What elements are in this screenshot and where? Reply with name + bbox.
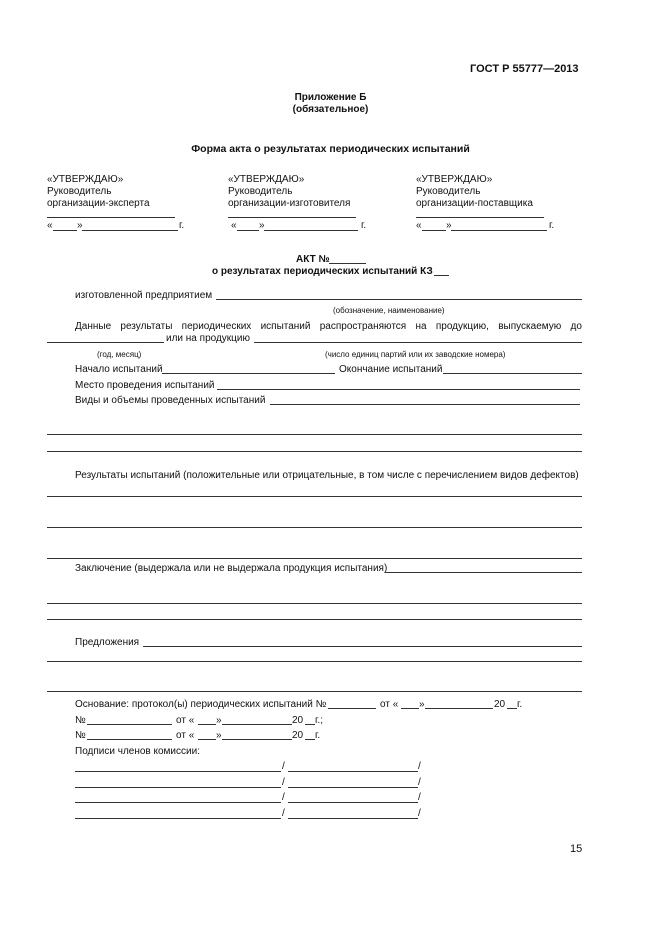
- signature-field[interactable]: [75, 787, 281, 788]
- act-title: АКТ №: [296, 254, 330, 265]
- date-month-line[interactable]: [264, 230, 358, 231]
- form-title: Форма акта о результатах периодических испытаний: [191, 143, 470, 155]
- end-label: Окончание испытаний: [339, 364, 443, 375]
- proposals-field[interactable]: [143, 646, 582, 647]
- date-day-line[interactable]: [53, 230, 77, 231]
- word: распространяются: [319, 321, 407, 332]
- signatures-label: Подписи членов комиссии:: [75, 746, 200, 757]
- approve-label: «УТВЕРЖДАЮ»: [228, 174, 305, 185]
- document-number: ГОСТ Р 55777—2013: [470, 63, 579, 75]
- year-field[interactable]: [305, 739, 315, 740]
- protocol-number-field[interactable]: [87, 724, 172, 725]
- quote-close: »: [419, 699, 425, 710]
- results-field-line[interactable]: [47, 558, 582, 559]
- types-label: Виды и объемы проведенных испытаний: [75, 395, 266, 406]
- signature-field[interactable]: [75, 818, 281, 819]
- types-field[interactable]: [270, 404, 580, 405]
- quote-close: »: [216, 730, 222, 741]
- name-field[interactable]: [288, 818, 418, 819]
- from-label: от «: [176, 730, 195, 741]
- act-subtitle: о результатах периодических испытаний КЗ: [212, 266, 433, 277]
- data-results-line: [75, 321, 582, 332]
- month-field[interactable]: [425, 708, 493, 709]
- proposals-label: Предложения: [75, 637, 140, 648]
- approve-org: организации-изготовителя: [228, 198, 351, 209]
- date-day-line[interactable]: [237, 230, 259, 231]
- start-field[interactable]: [162, 373, 335, 374]
- date-close-quote: »: [446, 220, 452, 231]
- year-prefix: 20: [292, 730, 304, 741]
- signature-line[interactable]: [228, 217, 356, 218]
- approve-label: «УТВЕРЖДАЮ»: [416, 174, 493, 185]
- conclusion-field[interactable]: [385, 572, 582, 573]
- units-hint: (число единиц партий или их заводские номера): [325, 350, 506, 359]
- conclusion-field-line[interactable]: [47, 619, 582, 620]
- date-year-suffix: г.: [179, 220, 185, 231]
- name-field[interactable]: [288, 787, 418, 788]
- designation-hint: (обозначение, наименование): [333, 306, 445, 315]
- signature-line[interactable]: [416, 217, 544, 218]
- approve-role: Руководитель: [416, 186, 481, 197]
- year-suffix: г.: [315, 730, 321, 741]
- date-close-quote: »: [77, 220, 83, 231]
- name-field[interactable]: [288, 802, 418, 803]
- manufacturer-field[interactable]: [216, 299, 582, 300]
- signature-field[interactable]: [75, 771, 281, 772]
- word: на: [415, 321, 427, 332]
- slash: /: [418, 761, 421, 772]
- quote-close: »: [216, 715, 222, 726]
- appendix-title: Приложение Б: [294, 92, 367, 103]
- day-field[interactable]: [198, 739, 216, 740]
- number-label: №: [75, 730, 86, 741]
- date-year-suffix: г.: [549, 220, 555, 231]
- kz-number-line[interactable]: [434, 275, 449, 276]
- approve-org: организации-эксперта: [47, 198, 150, 209]
- word: Данные: [75, 321, 112, 332]
- year-field[interactable]: [305, 724, 315, 725]
- year-prefix: 20: [292, 715, 304, 726]
- types-field-line[interactable]: [47, 451, 582, 452]
- results-field-line[interactable]: [47, 527, 582, 528]
- basis-label: Основание: протокол(ы) периодических испытаний №: [75, 699, 327, 710]
- month-field[interactable]: [222, 724, 292, 725]
- page-number: 15: [570, 843, 583, 855]
- year-suffix: г.;: [315, 715, 323, 726]
- year-field[interactable]: [507, 708, 517, 709]
- results-label: Результаты испытаний (положительные или отрицательные, в том числе с перечислением видов дефектов): [75, 470, 579, 481]
- from-label: от «: [176, 715, 195, 726]
- word: продукцию,: [435, 321, 489, 332]
- approve-role: Руководитель: [47, 186, 112, 197]
- date-open-quote: «: [416, 220, 422, 231]
- place-label: Место проведения испытаний: [75, 380, 215, 391]
- day-field[interactable]: [401, 708, 419, 709]
- number-label: №: [75, 715, 86, 726]
- end-field[interactable]: [443, 373, 582, 374]
- name-field[interactable]: [288, 771, 418, 772]
- year-prefix: 20: [494, 699, 506, 710]
- date-close-quote: »: [259, 220, 265, 231]
- start-label: Начало испытаний: [75, 364, 163, 375]
- types-field-line[interactable]: [47, 434, 582, 435]
- slash: /: [282, 761, 285, 772]
- month-field[interactable]: [222, 739, 292, 740]
- results-field-line[interactable]: [47, 496, 582, 497]
- slash: /: [418, 792, 421, 803]
- signature-line[interactable]: [47, 217, 175, 218]
- slash: /: [282, 792, 285, 803]
- act-number-line[interactable]: [329, 263, 366, 264]
- year-suffix: г.: [517, 699, 523, 710]
- proposals-field-line[interactable]: [47, 691, 582, 692]
- place-field[interactable]: [217, 389, 580, 390]
- proposals-field-line[interactable]: [47, 661, 582, 662]
- slash: /: [418, 808, 421, 819]
- until-date-field[interactable]: [47, 342, 164, 343]
- manufacturer-label: изготовленной предприятием: [75, 290, 213, 301]
- or-product-label: или на продукцию: [166, 333, 250, 344]
- product-field[interactable]: [254, 342, 582, 343]
- approve-label: «УТВЕРЖДАЮ»: [47, 174, 124, 185]
- word: периодических: [181, 321, 252, 332]
- approve-org: организации-поставщика: [416, 198, 533, 209]
- date-day-line[interactable]: [422, 230, 446, 231]
- word: выпускаемую: [498, 321, 562, 332]
- date-month-line[interactable]: [451, 230, 547, 231]
- word: до: [570, 321, 582, 332]
- date-month-line[interactable]: [82, 230, 178, 231]
- protocol-number-field[interactable]: [328, 708, 376, 709]
- word: испытаний: [260, 321, 311, 332]
- year-month-hint: (год, месяц): [97, 350, 142, 359]
- protocol-number-field[interactable]: [87, 739, 172, 740]
- slash: /: [418, 777, 421, 788]
- appendix-subtitle: (обязательное): [292, 104, 369, 115]
- date-open-quote: «: [47, 220, 53, 231]
- slash: /: [282, 777, 285, 788]
- slash: /: [282, 808, 285, 819]
- approve-role: Руководитель: [228, 186, 293, 197]
- date-open-quote: «: [231, 220, 237, 231]
- word: результаты: [120, 321, 173, 332]
- conclusion-label: Заключение (выдержала или не выдержала продукция испытания): [75, 563, 388, 574]
- day-field[interactable]: [198, 724, 216, 725]
- signature-field[interactable]: [75, 802, 281, 803]
- conclusion-field-line[interactable]: [47, 603, 582, 604]
- from-label: от «: [380, 699, 399, 710]
- date-year-suffix: г.: [361, 220, 367, 231]
